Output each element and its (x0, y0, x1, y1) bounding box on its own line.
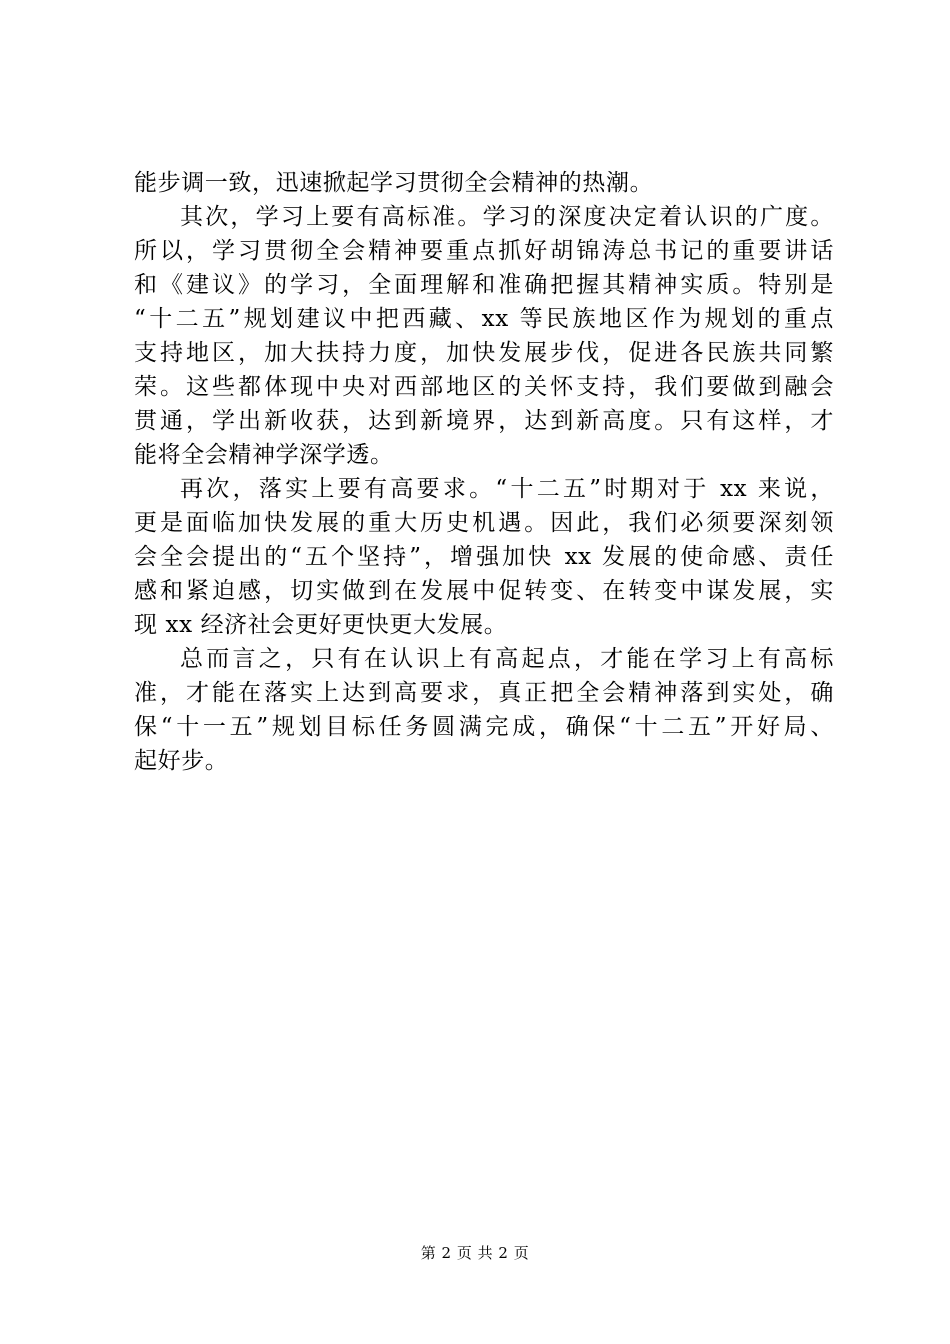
text-line: 保“十一五”规划目标任务圆满完成，确保“十二五”开好局、 (134, 714, 834, 740)
text-line: 能将全会精神学深学透。 (134, 442, 394, 468)
page-footer (0, 1243, 950, 1263)
text-line: 会全会提出的“五个坚持”，增强加快 xx 发展的使命感、责任 (134, 544, 834, 570)
text-line: 荣。这些都体现中央对西部地区的关怀支持，我们要做到融会 (134, 374, 834, 400)
text-line: 更是面临加快发展的重大历史机遇。因此，我们必须要深刻领 (134, 510, 834, 536)
text-line: 所以，学习贯彻全会精神要重点抓好胡锦涛总书记的重要讲话 (134, 238, 834, 264)
paragraph-start-line: 其次，学习上要有高标准。学习的深度决定着认识的广度。 (180, 204, 834, 230)
text-line: 准，才能在落实上达到高要求，真正把全会精神落到实处，确 (134, 680, 834, 706)
text-line: 贯通，学出新收获，达到新境界，达到新高度。只有这样，才 (134, 408, 834, 434)
paragraph-start-line: 再次，落实上要有高要求。“十二五”时期对于 xx 来说， (180, 476, 834, 502)
text-line: 支持地区，加大扶持力度，加快发展步伐，促进各民族共同繁 (134, 340, 834, 366)
text-line: “十二五”规划建议中把西藏、xx 等民族地区作为规划的重点 (134, 306, 834, 332)
text-line: 起好步。 (134, 748, 229, 774)
document-body (134, 166, 834, 778)
text-line: 能步调一致，迅速掀起学习贯彻全会精神的热潮。 (134, 170, 654, 196)
text-line: 和《建议》的学习，全面理解和准确把握其精神实质。特别是 (134, 272, 834, 298)
text-line: 感和紧迫感，切实做到在发展中促转变、在转变中谋发展，实 (134, 578, 834, 604)
paragraph-start-line: 总而言之，只有在认识上有高起点，才能在学习上有高标 (180, 646, 834, 672)
text-line: 现 xx 经济社会更好更快更大发展。 (134, 612, 508, 638)
page-number: 第 2 页 共 2 页 (420, 1244, 530, 1262)
